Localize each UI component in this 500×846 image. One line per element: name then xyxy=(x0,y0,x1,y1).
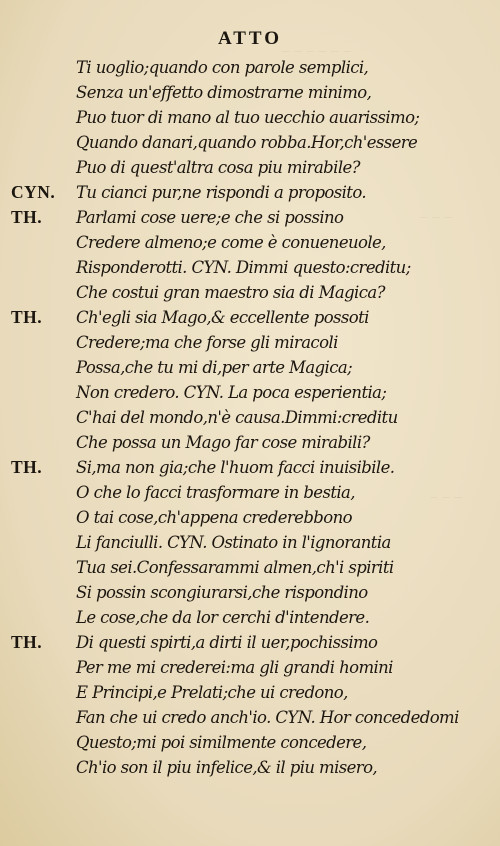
verse-text: Li fanciulli. CYN. Ostinato in l'ignorantia xyxy=(76,533,391,552)
verse-line xyxy=(0,280,500,305)
verse-line xyxy=(0,80,500,105)
verse-line xyxy=(0,105,500,130)
verse-text: Parlami cose uere;e che si possino xyxy=(76,208,344,227)
verse-line xyxy=(0,730,500,755)
verse-text: Credere almeno;e come è conueneuole, xyxy=(76,233,386,252)
verse-line xyxy=(0,705,500,730)
verse-line xyxy=(0,180,500,205)
verse-text: Che possa un Mago far cose mirabili? xyxy=(76,433,370,452)
verse-line xyxy=(0,580,500,605)
verse-line xyxy=(0,155,500,180)
verse-line xyxy=(0,630,500,655)
verse-line xyxy=(0,455,500,480)
verse-text: Tua sei.Confessarammi almen,ch'i spiriti xyxy=(76,558,394,577)
verse-text: Per me mi crederei:ma gli grandi homini xyxy=(76,658,393,677)
verse-line xyxy=(0,55,500,80)
verse-line xyxy=(0,255,500,280)
page-header: ATTO xyxy=(217,28,283,49)
verse-text: Non credero. CYN. La poca esperientia; xyxy=(76,383,387,402)
speaker-label: TH. xyxy=(11,457,43,477)
verse-line xyxy=(0,605,500,630)
verse-line xyxy=(0,130,500,155)
verse-text: Senza un'effetto dimostrarne minimo, xyxy=(76,83,372,102)
verse-line xyxy=(0,755,500,780)
verse-line xyxy=(0,230,500,255)
verse-text: Si possin scongiurarsi,che rispondino xyxy=(76,583,368,602)
verse-text: Ch'egli sia Mago,& eccellente possoti xyxy=(76,308,369,327)
verse-text: Ti uoglio;quando con parole semplici, xyxy=(76,58,369,77)
verse-line xyxy=(0,530,500,555)
verse-text: E Principi,e Prelati;che ui credono, xyxy=(76,683,348,702)
verse-line xyxy=(0,330,500,355)
verse-text: Risponderotti. CYN. Dimmi questo:creditu; xyxy=(76,258,411,277)
verse-line xyxy=(0,355,500,380)
verse-text: Tu cianci pur,ne rispondi a proposito. xyxy=(76,183,367,202)
verse-text: Che costui gran maestro sia di Magica? xyxy=(76,283,385,302)
verse-text: Quando danari,quando robba.Hor,ch'essere xyxy=(76,133,418,152)
verse-line xyxy=(0,680,500,705)
verse-text: Ch'io son il piu infelice,& il piu misero, xyxy=(76,758,378,777)
speaker-label: TH. xyxy=(11,632,43,652)
speaker-label: TH. xyxy=(11,307,43,327)
bleed-through-texture: _ _ _ _ _ _ _ _ _ _ _ _ xyxy=(282,34,463,498)
verse-line xyxy=(0,430,500,455)
verse-line xyxy=(0,305,500,330)
verse-text: Di questi spirti,a dirti il uer,pochissimo xyxy=(76,633,378,652)
speaker-label: TH. xyxy=(11,207,43,227)
verse-text: Questo;mi poi similmente concedere, xyxy=(76,733,367,752)
verse-text: Credere;ma che forse gli miracoli xyxy=(76,333,338,352)
verse-line xyxy=(0,380,500,405)
verse-line xyxy=(0,480,500,505)
verse-line xyxy=(0,405,500,430)
verse-line xyxy=(0,505,500,530)
verse-text: O tai cose,ch'appena crederebbono xyxy=(76,508,352,527)
verse-text: Possa,che tu mi di,per arte Magica; xyxy=(76,358,353,377)
verse-line xyxy=(0,205,500,230)
speaker-label: CYN. xyxy=(11,182,56,202)
verse-line xyxy=(0,655,500,680)
verse-text: Puo di quest'altra cosa piu mirabile? xyxy=(76,158,360,177)
verse-text: Puo tuor di mano al tuo uecchio auarissimo; xyxy=(76,108,420,127)
verse-text: Si,ma non gia;che l'huom facci inuisibile. xyxy=(76,458,395,477)
verse-text: Fan che ui credo anch'io. CYN. Hor concededomi xyxy=(76,708,459,727)
verse-text: C'hai del mondo,n'è causa.Dimmi:creditu xyxy=(76,408,398,427)
verse-text: O che lo facci trasformare in bestia, xyxy=(76,483,355,502)
verse-text: Le cose,che da lor cerchi d'intendere. xyxy=(76,608,370,627)
verse-line xyxy=(0,555,500,580)
